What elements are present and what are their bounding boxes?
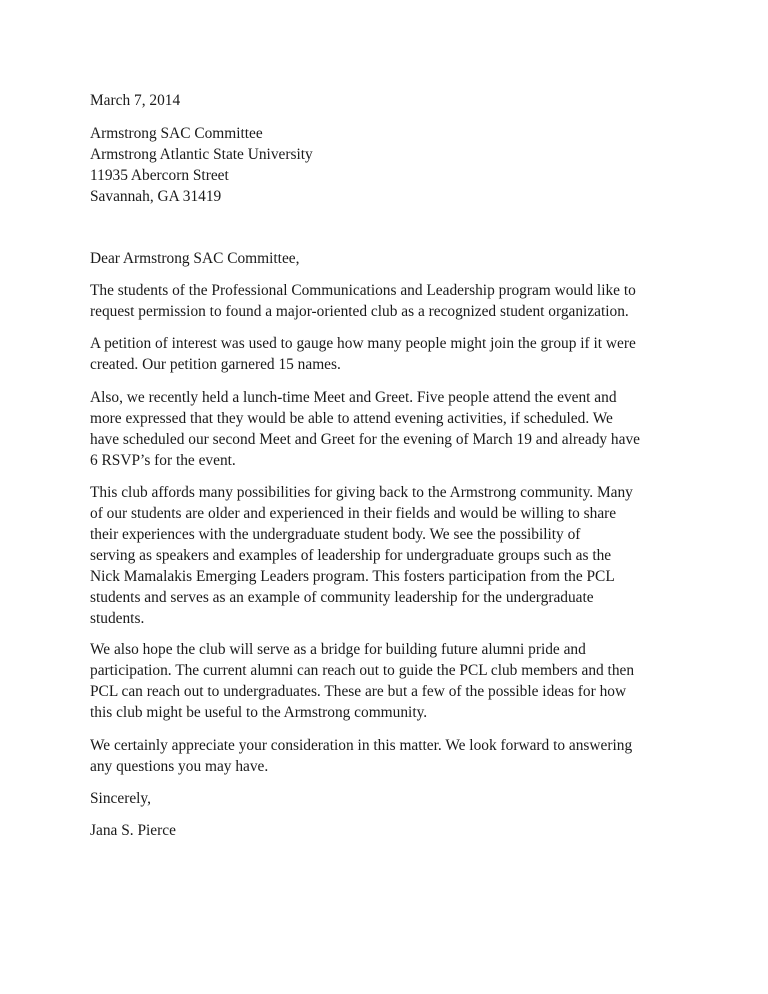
text-line: serving as speakers and examples of leadership for undergraduate groups such as the xyxy=(90,547,612,564)
letter-date: March 7, 2014 xyxy=(90,92,181,109)
text-line: This club affords many possibilities for giving back to the Armstrong community. Many xyxy=(90,484,633,501)
body-paragraph xyxy=(90,387,640,471)
closing: Sincerely, xyxy=(90,790,151,807)
text-line: Nick Mamalakis Emerging Leaders program. This fosters participation from the PCL xyxy=(90,568,615,585)
text-line: PCL can reach out to undergraduates. These are but a few of the possible ideas for how xyxy=(90,683,627,700)
text-line: The students of the Professional Communications and Leadership program would like to xyxy=(90,282,636,299)
text-line: We also hope the club will serve as a bridge for building future alumni pride and xyxy=(90,641,586,658)
text-line: Also, we recently held a lunch-time Meet and Greet. Five people attend the event and xyxy=(90,389,617,406)
text-line: Savannah, GA 31419 xyxy=(90,188,222,205)
text-line: students. xyxy=(90,610,145,627)
body-paragraph xyxy=(90,482,633,629)
text-line: students and serves as an example of community leadership for the undergraduate xyxy=(90,589,594,606)
body-paragraph xyxy=(90,333,636,375)
text-line: created. Our petition garnered 15 names. xyxy=(90,356,341,373)
text-line: We certainly appreciate your consideration in this matter. We look forward to answering xyxy=(90,737,633,754)
body-paragraph xyxy=(90,735,632,777)
text-line: any questions you may have. xyxy=(90,758,269,775)
text-line: 11935 Abercorn Street xyxy=(90,167,229,184)
recipient-address xyxy=(90,123,313,207)
text-line: participation. The current alumni can reach out to guide the PCL club members and then xyxy=(90,662,635,679)
body-paragraph xyxy=(90,639,634,723)
text-line: 6 RSVP’s for the event. xyxy=(90,452,236,469)
text-line: Armstrong Atlantic State University xyxy=(90,146,313,163)
text-line: their experiences with the undergraduate student body. We see the possibility of xyxy=(90,526,581,543)
text-line: of our students are older and experienced in their fields and would be willing to share xyxy=(90,505,617,522)
text-line: A petition of interest was used to gauge how many people might join the group if it were xyxy=(90,335,636,352)
text-line: Armstrong SAC Committee xyxy=(90,125,263,142)
salutation: Dear Armstrong SAC Committee, xyxy=(90,250,300,267)
body-paragraph xyxy=(90,280,636,322)
text-line: this club might be useful to the Armstrong community. xyxy=(90,704,428,721)
text-line: more expressed that they would be able to attend evening activities, if scheduled. We xyxy=(90,410,613,427)
text-line: request permission to found a major-oriented club as a recognized student organization. xyxy=(90,303,629,320)
text-line: have scheduled our second Meet and Greet for the evening of March 19 and already have xyxy=(90,431,640,448)
signature-name: Jana S. Pierce xyxy=(90,822,176,839)
